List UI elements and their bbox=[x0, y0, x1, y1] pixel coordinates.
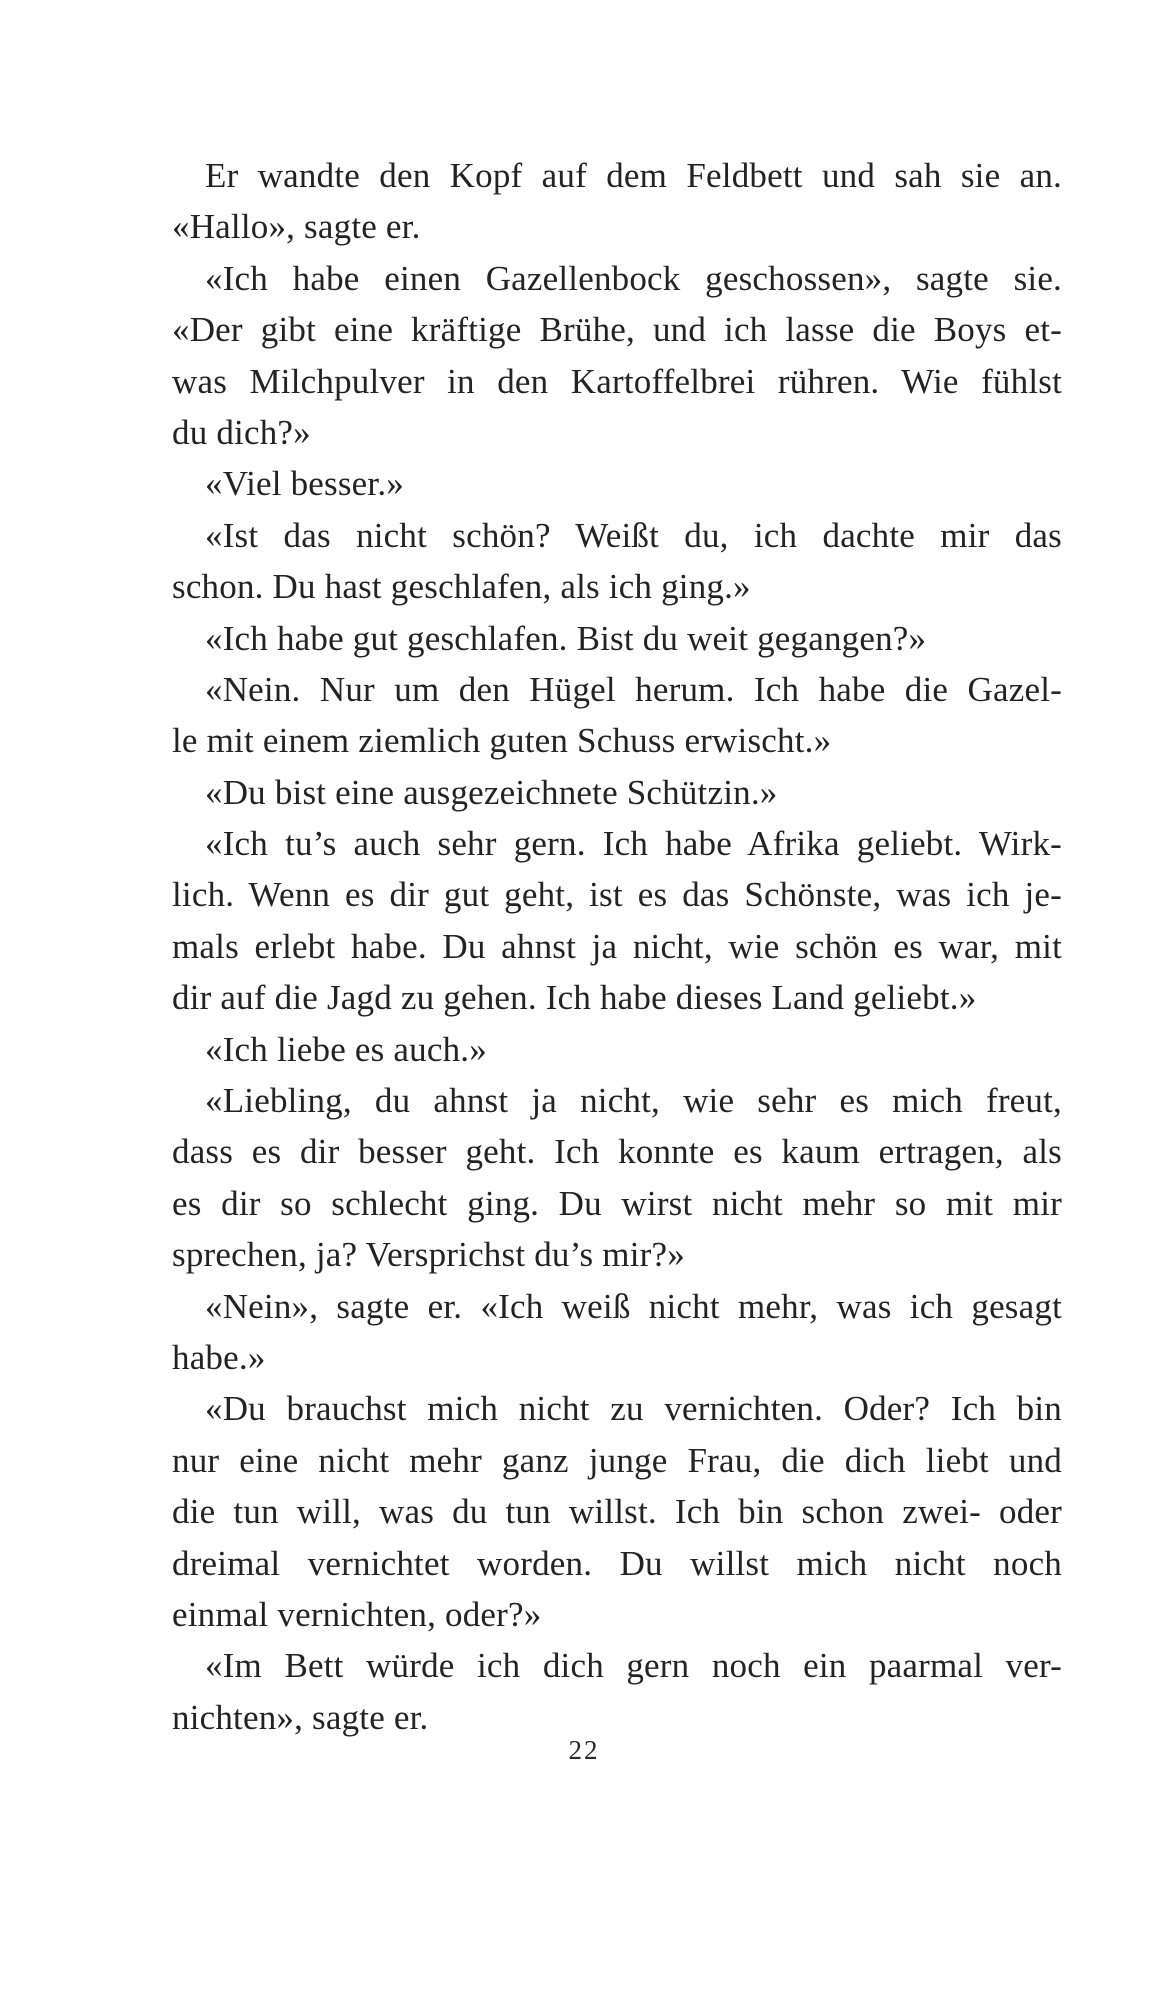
text-line: es dir so schlecht ging. Du wirst nicht mehr so mit mir bbox=[172, 1183, 1062, 1223]
text-line: habe.» bbox=[172, 1337, 266, 1377]
page-number: 22 bbox=[568, 1735, 600, 1765]
text-line: «Ich liebe es auch.» bbox=[205, 1029, 487, 1069]
text-line: «Nein», sagte er. «Ich weiß nicht mehr, was ich gesagt bbox=[205, 1286, 1062, 1326]
text-line: schon. Du hast geschlafen, als ich ging.» bbox=[172, 567, 751, 607]
text-line: mals erlebt habe. Du ahnst ja nicht, wie schön es war, mit bbox=[172, 926, 1062, 966]
text-line: die tun will, was du tun willst. Ich bin schon zwei- oder bbox=[172, 1492, 1062, 1532]
text-line: nichten», sagte er. bbox=[172, 1697, 429, 1737]
text-line: «Liebling, du ahnst ja nicht, wie sehr es mich freut, bbox=[205, 1081, 1062, 1121]
text-line: du dich?» bbox=[172, 412, 311, 452]
text-line: «Im Bett würde ich dich gern noch ein paarmal ver- bbox=[205, 1646, 1062, 1686]
text-line: «Du bist eine ausgezeichnete Schützin.» bbox=[205, 772, 778, 812]
text-line: le mit einem ziemlich guten Schuss erwischt.» bbox=[172, 721, 832, 761]
text-line: dir auf die Jagd zu gehen. Ich habe dieses Land geliebt.» bbox=[172, 978, 977, 1018]
text-line: dass es dir besser geht. Ich konnte es kaum ertragen, als bbox=[172, 1132, 1062, 1172]
text-line: dreimal vernichtet worden. Du willst mich nicht noch bbox=[172, 1543, 1062, 1583]
text-line: lich. Wenn es dir gut geht, ist es das Schönste, was ich je- bbox=[172, 875, 1062, 915]
text-line: «Nein. Nur um den Hügel herum. Ich habe die Gazel- bbox=[205, 669, 1062, 709]
text-line: «Der gibt eine kräftige Brühe, und ich lasse die Boys et- bbox=[172, 310, 1062, 350]
text-line: «Viel besser.» bbox=[205, 464, 404, 504]
text-line: «Ist das nicht schön? Weißt du, ich dachte mir das bbox=[205, 515, 1062, 555]
text-line: «Hallo», sagte er. bbox=[172, 207, 421, 247]
text-line: «Du brauchst mich nicht zu vernichten. Oder? Ich bin bbox=[205, 1389, 1062, 1429]
text-line: sprechen, ja? Versprichst du’s mir?» bbox=[172, 1235, 685, 1275]
text-line: Er wandte den Kopf auf dem Feldbett und sah sie an. bbox=[205, 156, 1062, 195]
text-line: «Ich habe einen Gazellenbock geschossen», sagte sie. bbox=[205, 258, 1062, 298]
text-line: «Ich habe gut geschlafen. Bist du weit gegangen?» bbox=[205, 618, 927, 658]
text-line: «Ich tu’s auch sehr gern. Ich habe Afrika geliebt. Wirk- bbox=[205, 824, 1062, 864]
body-text bbox=[172, 150, 1062, 1743]
text-line: was Milchpulver in den Kartoffelbrei rühren. Wie fühlst bbox=[172, 361, 1062, 401]
text-line: nur eine nicht mehr ganz junge Frau, die dich liebt und bbox=[172, 1440, 1062, 1480]
text-line: einmal vernichten, oder?» bbox=[172, 1594, 542, 1634]
